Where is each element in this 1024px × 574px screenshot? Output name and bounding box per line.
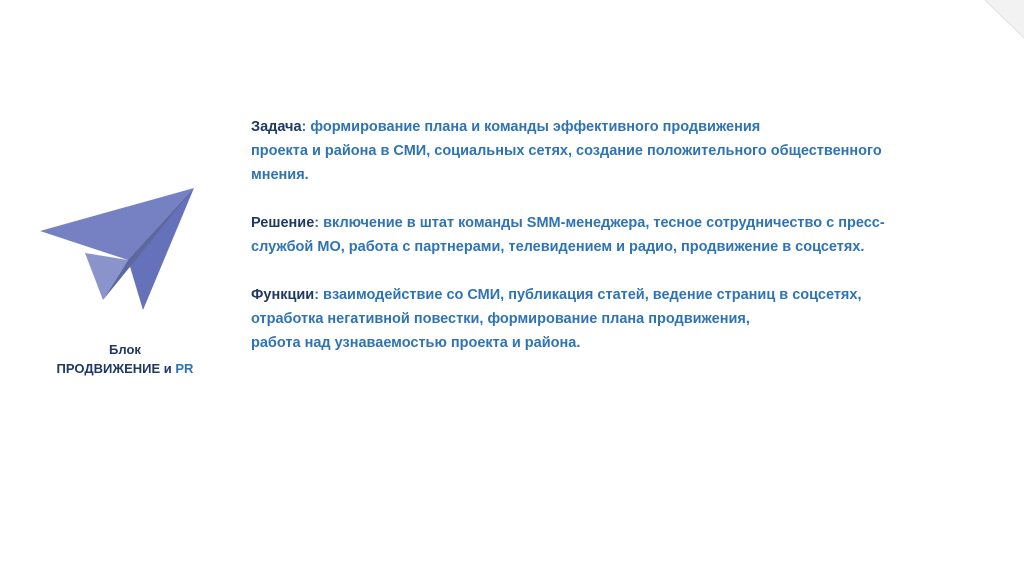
solution-line-2: службой МО, работа с партнерами, телевидением и радио, продвижение в соцсетях.: [251, 239, 865, 255]
solution-text-1: : включение в штат команды SMM-менеджера, тесное сотрудничество с пресс-: [314, 215, 885, 231]
page-curl-decoration: [985, 0, 1024, 38]
functions-label: Функции: [251, 287, 315, 303]
solution-label: Решение: [251, 215, 315, 231]
functions-line-3: работа над узнаваемостью проекта и района.: [251, 335, 581, 351]
task-text-1: : формирование плана и команды эффективного продвижения: [301, 119, 761, 135]
spacer: [251, 259, 1011, 283]
functions-text-1: : взаимодействие со СМИ, публикация статей, ведение страниц в соцсетях,: [314, 287, 862, 303]
spacer: [251, 187, 1011, 211]
caption-line-1: Блок: [109, 342, 141, 357]
content-block: [251, 115, 1011, 355]
task-line-3: мнения.: [251, 167, 309, 183]
caption-line-2: [30, 359, 220, 378]
solution-line-1: [251, 211, 1011, 235]
task-line-2: проекта и района в СМИ, социальных сетях, создание положительного общественного: [251, 143, 882, 159]
functions-line-1: [251, 283, 1011, 307]
block-caption: [30, 340, 220, 378]
caption-pr: PR: [175, 361, 194, 376]
paper-plane-icon: [40, 188, 195, 310]
functions-line-2: отработка негативной повестки, формирование плана продвижения,: [251, 311, 750, 327]
task-label: Задача: [251, 119, 302, 135]
task-line-1: [251, 115, 1011, 139]
caption-line-2-text: ПРОДВИЖЕНИЕ и: [56, 361, 176, 376]
